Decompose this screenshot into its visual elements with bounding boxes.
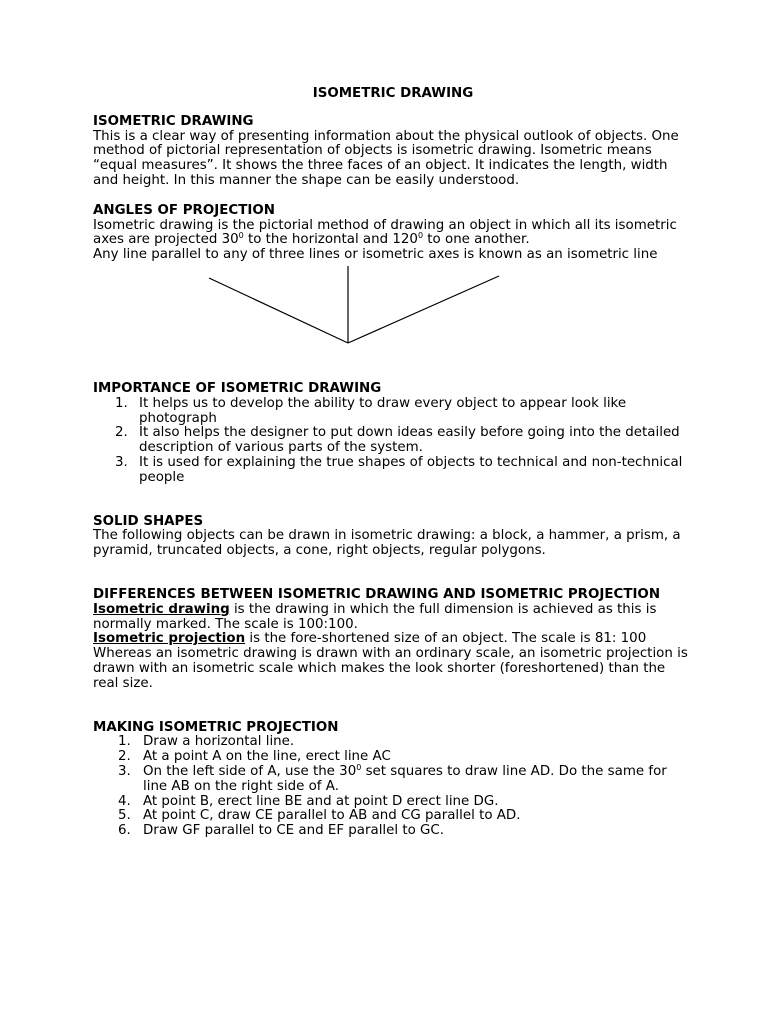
whereas-paragraph: Whereas an isometric drawing is drawn with an ordinary scale, an isometric projection is drawn with an isometric scale which makes the look shorter (foreshortened) than the real size. xyxy=(93,646,688,691)
left-axis-line xyxy=(209,278,348,343)
solid-shapes-paragraph: The following objects can be drawn in isometric drawing: a block, a hammer, a prism, a pyramid, truncated objects, a cone, right objects, regular polygons. xyxy=(93,528,681,559)
making-projection-list xyxy=(93,735,693,839)
isometric-drawing-paragraph: This is a clear way of presenting information about the physical outlook of objects. One method of pictorial representation of objects is isometric drawing. Isometric means “equal measures”. It shows the three faces of an object. It indicates the length, width and height. In this manner the shape can be easily understood. xyxy=(93,128,679,188)
section-heading-solid-shapes: SOLID SHAPES xyxy=(93,513,204,529)
isometric-drawing-term: Isometric drawing xyxy=(93,601,230,617)
isometric-axes-diagram xyxy=(0,263,768,382)
angles-paragraph: Isometric drawing is the pictorial method of drawing an object in which all its isometric axes are projected $30^0$ to the horizontal and $120^0$ to one another. xyxy=(93,217,677,248)
list-item: 2. At a point A on the line, erect line AC xyxy=(118,749,391,765)
section-heading-isometric-drawing: ISOMETRIC DRAWING xyxy=(93,113,254,129)
list-item: 1. Draw a horizontal line. xyxy=(118,734,295,750)
list-item: 4. At point B, erect line BE and at point D erect line DG. xyxy=(118,793,499,809)
isometric-line-definition: Any line parallel to any of three lines or isometric axes is known as an isometric line xyxy=(93,247,658,263)
document-content xyxy=(93,87,693,839)
list-item: 3. On the left side of A, use the $30^0$ set squares to draw line AD. Do the same for line AB on the right side of A. xyxy=(118,762,667,794)
isometric-projection-term: Isometric projection xyxy=(93,631,246,647)
section-heading-angles-of-projection: ANGLES OF PROJECTION xyxy=(93,202,275,218)
section-heading-importance: IMPORTANCE OF ISOMETRIC DRAWING xyxy=(93,380,382,396)
right-axis-line xyxy=(348,276,499,343)
list-item: 3. It is used for explaining the true shapes of objects to technical and non-technical people xyxy=(115,454,683,485)
section-heading-making-projection: MAKING ISOMETRIC PROJECTION xyxy=(93,719,339,735)
page-title: ISOMETRIC DRAWING xyxy=(312,86,474,101)
section-heading-differences: DIFFERENCES BETWEEN ISOMETRIC DRAWING AND ISOMETRIC PROJECTION xyxy=(93,586,661,602)
isometric-drawing-definition: Isometric drawing is the drawing in which the full dimension is achieved as this is normally marked. The scale is 100:100. xyxy=(93,601,657,632)
isometric-axes-svg xyxy=(0,263,768,382)
isometric-projection-definition: Isometric projection is the fore-shortened size of an object. The scale is 81: 100 xyxy=(93,631,647,647)
list-item: 5. At point C, draw CE parallel to AB and CG parallel to AD. xyxy=(118,808,521,824)
importance-list xyxy=(93,397,693,486)
list-item: 1. It helps us to develop the ability to draw every object to appear look like photograph xyxy=(115,395,627,426)
list-item: 2. It also helps the designer to put down ideas easily before going into the detailed description of various parts of the system. xyxy=(115,425,680,456)
list-item: 6. Draw GF parallel to CE and EF parallel to GC. xyxy=(118,823,445,839)
